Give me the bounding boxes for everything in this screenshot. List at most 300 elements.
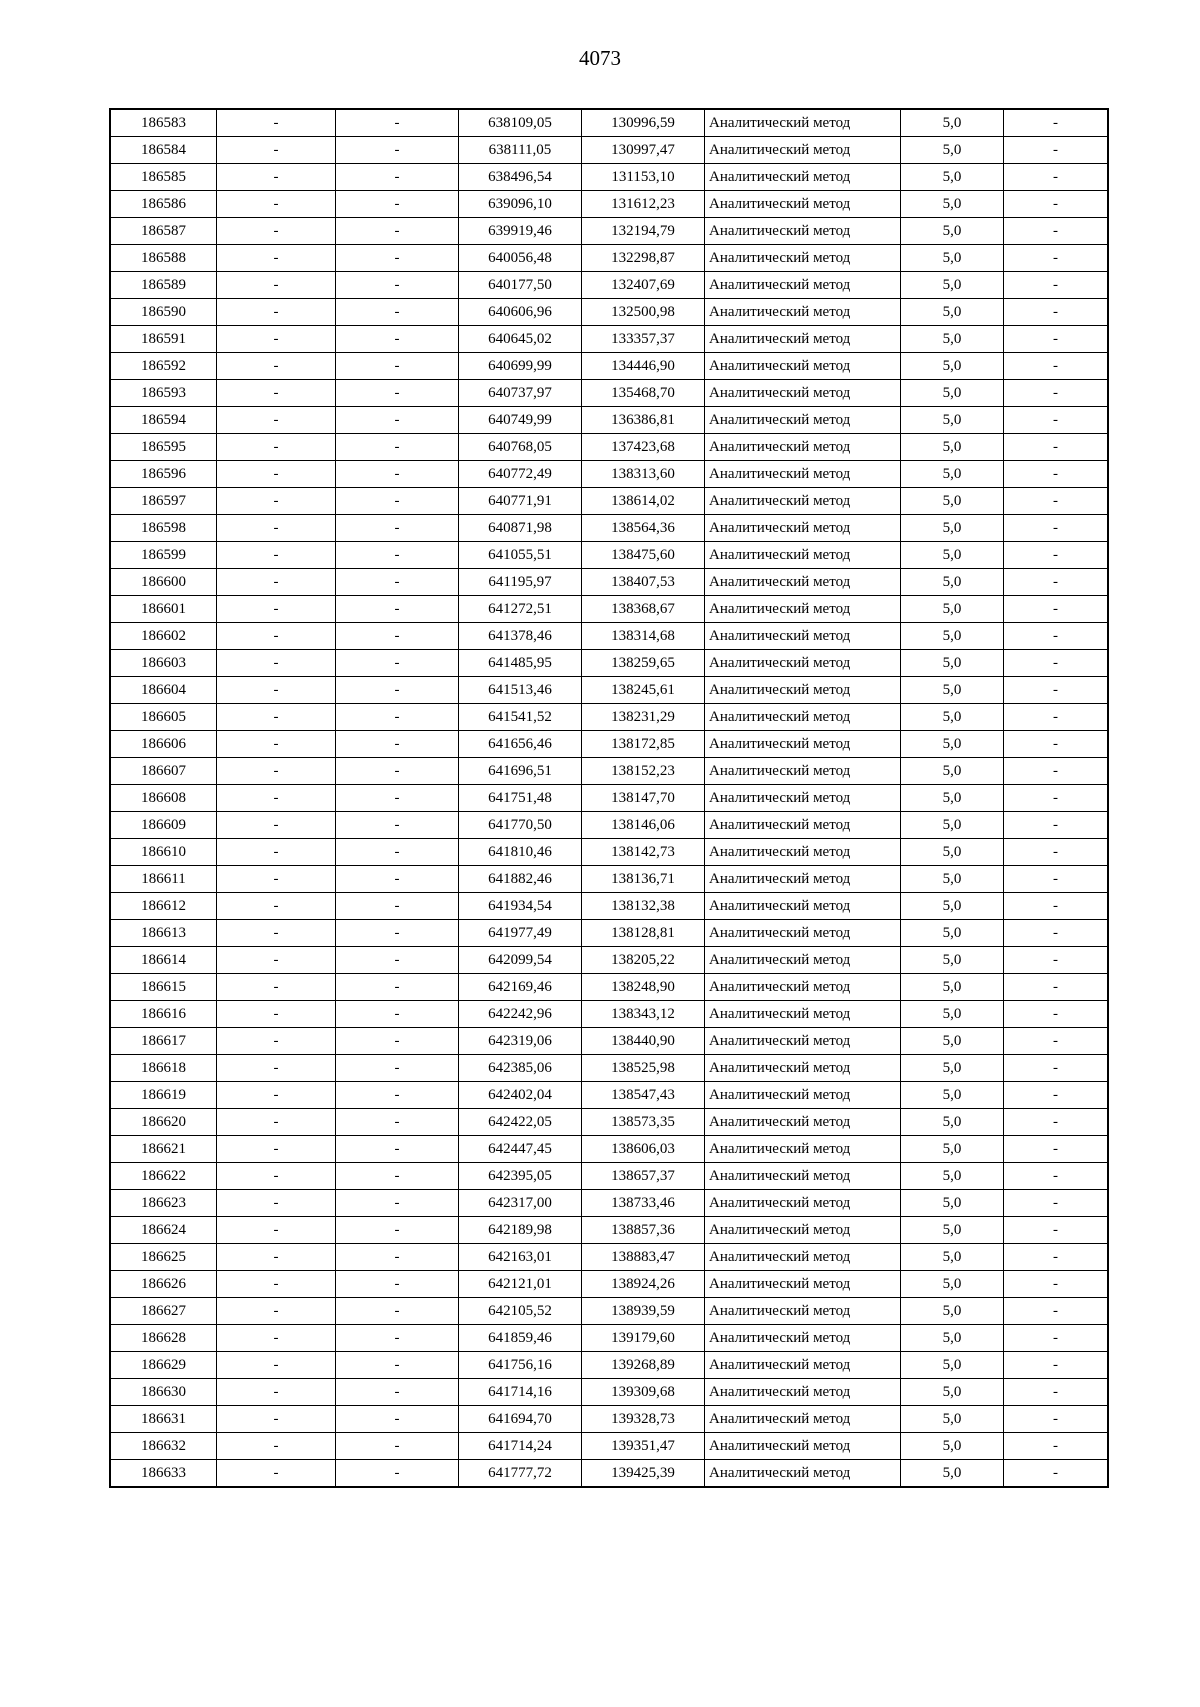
- empty-value-cell: -: [336, 812, 459, 839]
- x-coordinate-cell: 640771,91: [459, 488, 582, 515]
- point-id-cell: 186620: [110, 1109, 217, 1136]
- table-row: [110, 353, 1108, 380]
- empty-value-cell: -: [336, 542, 459, 569]
- empty-value-cell: -: [217, 704, 336, 731]
- x-coordinate-cell: 641195,97: [459, 569, 582, 596]
- empty-value-cell: -: [217, 758, 336, 785]
- empty-value-cell: -: [217, 677, 336, 704]
- empty-value-cell: -: [217, 650, 336, 677]
- y-coordinate-cell: 138733,46: [582, 1190, 705, 1217]
- y-coordinate-cell: 138368,67: [582, 596, 705, 623]
- point-id-cell: 186595: [110, 434, 217, 461]
- empty-value-cell: -: [1004, 1055, 1109, 1082]
- empty-value-cell: -: [336, 650, 459, 677]
- empty-value-cell: -: [336, 974, 459, 1001]
- empty-value-cell: -: [217, 164, 336, 191]
- method-cell: Аналитический метод: [705, 1109, 901, 1136]
- empty-value-cell: -: [336, 839, 459, 866]
- table-row: [110, 596, 1108, 623]
- accuracy-cell: 5,0: [901, 164, 1004, 191]
- x-coordinate-cell: 641055,51: [459, 542, 582, 569]
- table-row: [110, 515, 1108, 542]
- accuracy-cell: 5,0: [901, 1433, 1004, 1460]
- table-row: [110, 731, 1108, 758]
- empty-value-cell: -: [1004, 758, 1109, 785]
- y-coordinate-cell: 139328,73: [582, 1406, 705, 1433]
- point-id-cell: 186632: [110, 1433, 217, 1460]
- empty-value-cell: -: [217, 245, 336, 272]
- table-row: [110, 1001, 1108, 1028]
- method-cell: Аналитический метод: [705, 677, 901, 704]
- empty-value-cell: -: [217, 1460, 336, 1488]
- accuracy-cell: 5,0: [901, 1217, 1004, 1244]
- point-id-cell: 186594: [110, 407, 217, 434]
- accuracy-cell: 5,0: [901, 488, 1004, 515]
- page-number: 4073: [579, 46, 621, 70]
- table-row: [110, 218, 1108, 245]
- table-row: [110, 542, 1108, 569]
- table-row: [110, 623, 1108, 650]
- table-row: [110, 1379, 1108, 1406]
- accuracy-cell: 5,0: [901, 137, 1004, 164]
- accuracy-cell: 5,0: [901, 218, 1004, 245]
- point-id-cell: 186585: [110, 164, 217, 191]
- x-coordinate-cell: 642121,01: [459, 1271, 582, 1298]
- accuracy-cell: 5,0: [901, 893, 1004, 920]
- method-cell: Аналитический метод: [705, 866, 901, 893]
- y-coordinate-cell: 132298,87: [582, 245, 705, 272]
- coordinates-table: [109, 108, 1109, 1488]
- x-coordinate-cell: 641756,16: [459, 1352, 582, 1379]
- x-coordinate-cell: 642385,06: [459, 1055, 582, 1082]
- x-coordinate-cell: 640177,50: [459, 272, 582, 299]
- point-id-cell: 186617: [110, 1028, 217, 1055]
- empty-value-cell: -: [336, 785, 459, 812]
- method-cell: Аналитический метод: [705, 434, 901, 461]
- method-cell: Аналитический метод: [705, 1325, 901, 1352]
- empty-value-cell: -: [1004, 245, 1109, 272]
- empty-value-cell: -: [336, 677, 459, 704]
- accuracy-cell: 5,0: [901, 1325, 1004, 1352]
- x-coordinate-cell: 641882,46: [459, 866, 582, 893]
- y-coordinate-cell: 139309,68: [582, 1379, 705, 1406]
- y-coordinate-cell: 139351,47: [582, 1433, 705, 1460]
- empty-value-cell: -: [217, 326, 336, 353]
- empty-value-cell: -: [1004, 1109, 1109, 1136]
- point-id-cell: 186593: [110, 380, 217, 407]
- empty-value-cell: -: [1004, 839, 1109, 866]
- empty-value-cell: -: [1004, 380, 1109, 407]
- y-coordinate-cell: 133357,37: [582, 326, 705, 353]
- x-coordinate-cell: 641656,46: [459, 731, 582, 758]
- x-coordinate-cell: 640768,05: [459, 434, 582, 461]
- y-coordinate-cell: 134446,90: [582, 353, 705, 380]
- table-row: [110, 677, 1108, 704]
- accuracy-cell: 5,0: [901, 191, 1004, 218]
- empty-value-cell: -: [1004, 488, 1109, 515]
- accuracy-cell: 5,0: [901, 245, 1004, 272]
- empty-value-cell: -: [1004, 704, 1109, 731]
- y-coordinate-cell: 139179,60: [582, 1325, 705, 1352]
- point-id-cell: 186602: [110, 623, 217, 650]
- point-id-cell: 186598: [110, 515, 217, 542]
- point-id-cell: 186626: [110, 1271, 217, 1298]
- y-coordinate-cell: 138132,38: [582, 893, 705, 920]
- empty-value-cell: -: [1004, 299, 1109, 326]
- table-row: [110, 812, 1108, 839]
- accuracy-cell: 5,0: [901, 542, 1004, 569]
- empty-value-cell: -: [336, 1055, 459, 1082]
- x-coordinate-cell: 642422,05: [459, 1109, 582, 1136]
- point-id-cell: 186614: [110, 947, 217, 974]
- x-coordinate-cell: 642317,00: [459, 1190, 582, 1217]
- empty-value-cell: -: [1004, 137, 1109, 164]
- point-id-cell: 186621: [110, 1136, 217, 1163]
- empty-value-cell: -: [336, 434, 459, 461]
- empty-value-cell: -: [1004, 893, 1109, 920]
- empty-value-cell: -: [1004, 1325, 1109, 1352]
- method-cell: Аналитический метод: [705, 731, 901, 758]
- method-cell: Аналитический метод: [705, 785, 901, 812]
- empty-value-cell: -: [217, 407, 336, 434]
- empty-value-cell: -: [1004, 353, 1109, 380]
- table-row: [110, 488, 1108, 515]
- empty-value-cell: -: [336, 1190, 459, 1217]
- empty-value-cell: -: [217, 1190, 336, 1217]
- point-id-cell: 186605: [110, 704, 217, 731]
- x-coordinate-cell: 639096,10: [459, 191, 582, 218]
- empty-value-cell: -: [336, 245, 459, 272]
- point-id-cell: 186633: [110, 1460, 217, 1488]
- method-cell: Аналитический метод: [705, 1433, 901, 1460]
- accuracy-cell: 5,0: [901, 1190, 1004, 1217]
- empty-value-cell: -: [336, 866, 459, 893]
- x-coordinate-cell: 642189,98: [459, 1217, 582, 1244]
- accuracy-cell: 5,0: [901, 1379, 1004, 1406]
- empty-value-cell: -: [336, 1379, 459, 1406]
- accuracy-cell: 5,0: [901, 1298, 1004, 1325]
- empty-value-cell: -: [217, 1055, 336, 1082]
- y-coordinate-cell: 138857,36: [582, 1217, 705, 1244]
- point-id-cell: 186606: [110, 731, 217, 758]
- table-row: [110, 920, 1108, 947]
- point-id-cell: 186584: [110, 137, 217, 164]
- empty-value-cell: -: [336, 1082, 459, 1109]
- x-coordinate-cell: 642105,52: [459, 1298, 582, 1325]
- x-coordinate-cell: 642169,46: [459, 974, 582, 1001]
- y-coordinate-cell: 138136,71: [582, 866, 705, 893]
- x-coordinate-cell: 640871,98: [459, 515, 582, 542]
- point-id-cell: 186591: [110, 326, 217, 353]
- point-id-cell: 186599: [110, 542, 217, 569]
- y-coordinate-cell: 131153,10: [582, 164, 705, 191]
- empty-value-cell: -: [217, 1028, 336, 1055]
- method-cell: Аналитический метод: [705, 164, 901, 191]
- table-row: [110, 1406, 1108, 1433]
- empty-value-cell: -: [1004, 407, 1109, 434]
- point-id-cell: 186625: [110, 1244, 217, 1271]
- y-coordinate-cell: 139268,89: [582, 1352, 705, 1379]
- accuracy-cell: 5,0: [901, 1028, 1004, 1055]
- point-id-cell: 186597: [110, 488, 217, 515]
- y-coordinate-cell: 138883,47: [582, 1244, 705, 1271]
- empty-value-cell: -: [336, 1271, 459, 1298]
- empty-value-cell: -: [1004, 866, 1109, 893]
- empty-value-cell: -: [1004, 623, 1109, 650]
- method-cell: Аналитический метод: [705, 1001, 901, 1028]
- empty-value-cell: -: [336, 326, 459, 353]
- table-row: [110, 461, 1108, 488]
- empty-value-cell: -: [217, 299, 336, 326]
- empty-value-cell: -: [217, 380, 336, 407]
- table-row: [110, 1028, 1108, 1055]
- table-row: [110, 1163, 1108, 1190]
- method-cell: Аналитический метод: [705, 758, 901, 785]
- empty-value-cell: -: [1004, 1460, 1109, 1488]
- method-cell: Аналитический метод: [705, 380, 901, 407]
- empty-value-cell: -: [217, 488, 336, 515]
- x-coordinate-cell: 642099,54: [459, 947, 582, 974]
- method-cell: Аналитический метод: [705, 353, 901, 380]
- accuracy-cell: 5,0: [901, 596, 1004, 623]
- empty-value-cell: -: [1004, 272, 1109, 299]
- table-row: [110, 1190, 1108, 1217]
- accuracy-cell: 5,0: [901, 920, 1004, 947]
- empty-value-cell: -: [336, 137, 459, 164]
- table-row: [110, 299, 1108, 326]
- empty-value-cell: -: [1004, 974, 1109, 1001]
- method-cell: Аналитический метод: [705, 1406, 901, 1433]
- empty-value-cell: -: [217, 1082, 336, 1109]
- accuracy-cell: 5,0: [901, 434, 1004, 461]
- method-cell: Аналитический метод: [705, 596, 901, 623]
- empty-value-cell: -: [1004, 731, 1109, 758]
- method-cell: Аналитический метод: [705, 1190, 901, 1217]
- point-id-cell: 186596: [110, 461, 217, 488]
- empty-value-cell: -: [1004, 191, 1109, 218]
- y-coordinate-cell: 138606,03: [582, 1136, 705, 1163]
- table-row: [110, 1352, 1108, 1379]
- empty-value-cell: -: [336, 515, 459, 542]
- empty-value-cell: -: [1004, 1379, 1109, 1406]
- empty-value-cell: -: [336, 1028, 459, 1055]
- table-row: [110, 1325, 1108, 1352]
- x-coordinate-cell: 642395,05: [459, 1163, 582, 1190]
- method-cell: Аналитический метод: [705, 326, 901, 353]
- y-coordinate-cell: 138564,36: [582, 515, 705, 542]
- accuracy-cell: 5,0: [901, 947, 1004, 974]
- empty-value-cell: -: [336, 407, 459, 434]
- empty-value-cell: -: [336, 1163, 459, 1190]
- method-cell: Аналитический метод: [705, 1055, 901, 1082]
- point-id-cell: 186592: [110, 353, 217, 380]
- method-cell: Аналитический метод: [705, 488, 901, 515]
- empty-value-cell: -: [1004, 677, 1109, 704]
- accuracy-cell: 5,0: [901, 677, 1004, 704]
- x-coordinate-cell: 641777,72: [459, 1460, 582, 1488]
- empty-value-cell: -: [336, 704, 459, 731]
- empty-value-cell: -: [1004, 1298, 1109, 1325]
- empty-value-cell: -: [1004, 1190, 1109, 1217]
- method-cell: Аналитический метод: [705, 1082, 901, 1109]
- table-body: [110, 109, 1108, 1487]
- empty-value-cell: -: [336, 1109, 459, 1136]
- y-coordinate-cell: 130997,47: [582, 137, 705, 164]
- empty-value-cell: -: [1004, 812, 1109, 839]
- x-coordinate-cell: 642447,45: [459, 1136, 582, 1163]
- point-id-cell: 186615: [110, 974, 217, 1001]
- x-coordinate-cell: 640699,99: [459, 353, 582, 380]
- x-coordinate-cell: 641770,50: [459, 812, 582, 839]
- x-coordinate-cell: 641694,70: [459, 1406, 582, 1433]
- point-id-cell: 186612: [110, 893, 217, 920]
- empty-value-cell: -: [217, 1136, 336, 1163]
- method-cell: Аналитический метод: [705, 515, 901, 542]
- point-id-cell: 186631: [110, 1406, 217, 1433]
- y-coordinate-cell: 138147,70: [582, 785, 705, 812]
- accuracy-cell: 5,0: [901, 623, 1004, 650]
- accuracy-cell: 5,0: [901, 407, 1004, 434]
- point-id-cell: 186607: [110, 758, 217, 785]
- accuracy-cell: 5,0: [901, 974, 1004, 1001]
- table-row: [110, 434, 1108, 461]
- empty-value-cell: -: [336, 1136, 459, 1163]
- accuracy-cell: 5,0: [901, 1001, 1004, 1028]
- method-cell: Аналитический метод: [705, 218, 901, 245]
- method-cell: Аналитический метод: [705, 839, 901, 866]
- empty-value-cell: -: [336, 758, 459, 785]
- empty-value-cell: -: [217, 272, 336, 299]
- empty-value-cell: -: [336, 569, 459, 596]
- point-id-cell: 186623: [110, 1190, 217, 1217]
- y-coordinate-cell: 131612,23: [582, 191, 705, 218]
- y-coordinate-cell: 138475,60: [582, 542, 705, 569]
- method-cell: Аналитический метод: [705, 1163, 901, 1190]
- x-coordinate-cell: 642319,06: [459, 1028, 582, 1055]
- point-id-cell: 186616: [110, 1001, 217, 1028]
- empty-value-cell: -: [217, 785, 336, 812]
- empty-value-cell: -: [217, 1379, 336, 1406]
- y-coordinate-cell: 138231,29: [582, 704, 705, 731]
- empty-value-cell: -: [1004, 785, 1109, 812]
- table-row: [110, 1109, 1108, 1136]
- table-row: [110, 893, 1108, 920]
- empty-value-cell: -: [336, 731, 459, 758]
- x-coordinate-cell: 640737,97: [459, 380, 582, 407]
- y-coordinate-cell: 138407,53: [582, 569, 705, 596]
- x-coordinate-cell: 640645,02: [459, 326, 582, 353]
- accuracy-cell: 5,0: [901, 650, 1004, 677]
- point-id-cell: 186603: [110, 650, 217, 677]
- empty-value-cell: -: [217, 461, 336, 488]
- method-cell: Аналитический метод: [705, 1298, 901, 1325]
- y-coordinate-cell: 138314,68: [582, 623, 705, 650]
- empty-value-cell: -: [1004, 1163, 1109, 1190]
- accuracy-cell: 5,0: [901, 758, 1004, 785]
- empty-value-cell: -: [1004, 569, 1109, 596]
- method-cell: Аналитический метод: [705, 812, 901, 839]
- method-cell: Аналитический метод: [705, 245, 901, 272]
- table-row: [110, 569, 1108, 596]
- method-cell: Аналитический метод: [705, 1379, 901, 1406]
- point-id-cell: 186619: [110, 1082, 217, 1109]
- point-id-cell: 186601: [110, 596, 217, 623]
- method-cell: Аналитический метод: [705, 542, 901, 569]
- method-cell: Аналитический метод: [705, 1244, 901, 1271]
- point-id-cell: 186628: [110, 1325, 217, 1352]
- empty-value-cell: -: [336, 164, 459, 191]
- method-cell: Аналитический метод: [705, 947, 901, 974]
- y-coordinate-cell: 138259,65: [582, 650, 705, 677]
- accuracy-cell: 5,0: [901, 839, 1004, 866]
- table-row: [110, 1136, 1108, 1163]
- accuracy-cell: 5,0: [901, 109, 1004, 137]
- y-coordinate-cell: 132500,98: [582, 299, 705, 326]
- table-row: [110, 109, 1108, 137]
- method-cell: Аналитический метод: [705, 1217, 901, 1244]
- accuracy-cell: 5,0: [901, 785, 1004, 812]
- table-row: [110, 164, 1108, 191]
- point-id-cell: 186600: [110, 569, 217, 596]
- empty-value-cell: -: [336, 218, 459, 245]
- accuracy-cell: 5,0: [901, 380, 1004, 407]
- empty-value-cell: -: [1004, 515, 1109, 542]
- empty-value-cell: -: [1004, 1136, 1109, 1163]
- table-row: [110, 785, 1108, 812]
- accuracy-cell: 5,0: [901, 1271, 1004, 1298]
- table-row: [110, 407, 1108, 434]
- point-id-cell: 186609: [110, 812, 217, 839]
- empty-value-cell: -: [1004, 1433, 1109, 1460]
- point-id-cell: 186608: [110, 785, 217, 812]
- empty-value-cell: -: [217, 1244, 336, 1271]
- empty-value-cell: -: [217, 1406, 336, 1433]
- empty-value-cell: -: [217, 137, 336, 164]
- empty-value-cell: -: [336, 1244, 459, 1271]
- table-row: [110, 245, 1108, 272]
- empty-value-cell: -: [217, 353, 336, 380]
- method-cell: Аналитический метод: [705, 623, 901, 650]
- accuracy-cell: 5,0: [901, 272, 1004, 299]
- table-row: [110, 704, 1108, 731]
- x-coordinate-cell: 642242,96: [459, 1001, 582, 1028]
- empty-value-cell: -: [1004, 109, 1109, 137]
- point-id-cell: 186587: [110, 218, 217, 245]
- method-cell: Аналитический метод: [705, 650, 901, 677]
- empty-value-cell: -: [217, 515, 336, 542]
- x-coordinate-cell: 639919,46: [459, 218, 582, 245]
- method-cell: Аналитический метод: [705, 1352, 901, 1379]
- empty-value-cell: -: [217, 109, 336, 137]
- empty-value-cell: -: [217, 920, 336, 947]
- y-coordinate-cell: 138128,81: [582, 920, 705, 947]
- accuracy-cell: 5,0: [901, 1406, 1004, 1433]
- point-id-cell: 186627: [110, 1298, 217, 1325]
- table-row: [110, 272, 1108, 299]
- empty-value-cell: -: [217, 1217, 336, 1244]
- y-coordinate-cell: 138614,02: [582, 488, 705, 515]
- method-cell: Аналитический метод: [705, 137, 901, 164]
- accuracy-cell: 5,0: [901, 515, 1004, 542]
- x-coordinate-cell: 641977,49: [459, 920, 582, 947]
- point-id-cell: 186586: [110, 191, 217, 218]
- table-row: [110, 650, 1108, 677]
- empty-value-cell: -: [217, 623, 336, 650]
- empty-value-cell: -: [1004, 1271, 1109, 1298]
- accuracy-cell: 5,0: [901, 1082, 1004, 1109]
- accuracy-cell: 5,0: [901, 353, 1004, 380]
- x-coordinate-cell: 641485,95: [459, 650, 582, 677]
